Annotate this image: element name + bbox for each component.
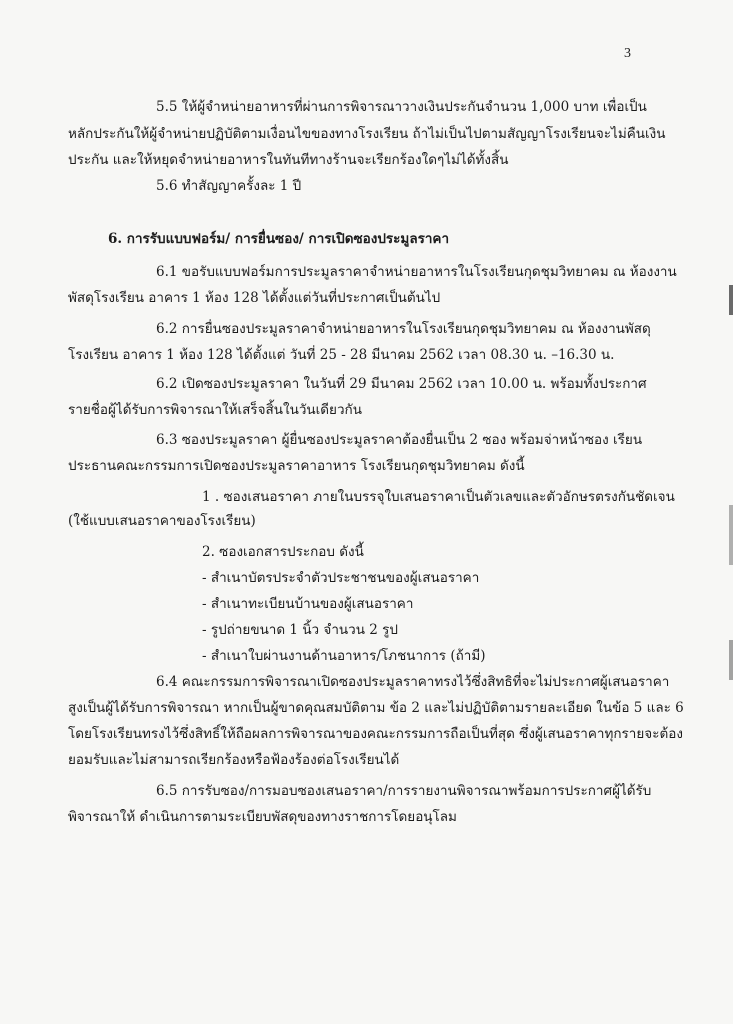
clause-6-5-line-2: พิจารณาให้ ดำเนินการตามระเบียบพัสดุของทางราชการโดยอนุโลม	[68, 809, 457, 825]
clause-6-4-line-2: สูงเป็นผู้ได้รับการพิจารณา หากเป็นผู้ขาดคุณสมบัติตาม ข้อ 2 และไม่ปฏิบัติตามรายละเอียด ในข้อ 5 และ 6	[68, 700, 684, 716]
clause-5-5-line-3: ประกัน และให้หยุดจำหน่ายอาหารในทันทีทางร้านจะเรียกร้องใดๆไม่ได้ทั้งสิ้น	[68, 152, 509, 168]
clause-6-2a-line-1: 6.2 การยื่นซองประมูลราคาจำหน่ายอาหารในโรงเรียนกุดชุมวิทยาคม ณ ห้องงานพัสดุ	[156, 321, 651, 337]
clause-6-3-line-1: 6.3 ซองประมูลราคา ผู้ยื่นซองประมูลราคาต้องยื่นเป็น 2 ซอง พร้อมจ่าหน้าซอง เรียน	[156, 432, 643, 448]
envelope-1-line-2: (ใช้แบบเสนอราคาของโรงเรียน)	[68, 513, 256, 529]
scan-edge-mark	[729, 640, 733, 680]
document-item: - สำเนาใบผ่านงานด้านอาหาร/โภชนาการ (ถ้ามี)	[202, 648, 486, 664]
clause-6-5-line-1: 6.5 การรับซอง/การมอบซองเสนอราคา/การรายงานพิจารณาพร้อมการประกาศผู้ได้รับ	[156, 783, 652, 799]
clause-6-4-line-3: โดยโรงเรียนทรงไว้ซึ่งสิทธิ์ให้ถือผลการพิจารณาของคณะกรรมการถือเป็นที่สุด ซึ่งผู้เสนอราคาทุกรายจะต้อง	[68, 726, 683, 742]
scan-edge-mark	[729, 285, 733, 315]
document-item: - สำเนาทะเบียนบ้านของผู้เสนอราคา	[202, 596, 414, 612]
clause-5-5-line-2: หลักประกันให้ผู้จำหน่ายปฏิบัติตามเงื่อนไขของทางโรงเรียน ถ้าไม่เป็นไปตามสัญญาโรงเรียนจะไม่คืนเงิน	[68, 126, 666, 142]
clause-6-2b-line-1: 6.2 เปิดซองประมูลราคา ในวันที่ 29 มีนาคม 2562 เวลา 10.00 น. พร้อมทั้งประกาศ	[156, 376, 647, 392]
envelope-2: 2. ซองเอกสารประกอบ ดังนี้	[202, 544, 364, 560]
clause-5-6: 5.6 ทำสัญญาครั้งละ 1 ปี	[156, 178, 302, 194]
clause-6-1-line-1: 6.1 ขอรับแบบฟอร์มการประมูลราคาจำหน่ายอาหารในโรงเรียนกุดชุมวิทยาคม ณ ห้องงาน	[156, 264, 677, 280]
scan-edge-mark	[729, 505, 733, 565]
section-6-heading: 6. การรับแบบฟอร์ม/ การยื่นซอง/ การเปิดซองประมูลราคา	[108, 231, 450, 247]
clause-6-1-line-2: พัสดุโรงเรียน อาคาร 1 ห้อง 128 ได้ตั้งแต่วันที่ประกาศเป็นต้นไป	[68, 290, 441, 306]
envelope-1-line-1: 1 . ซองเสนอราคา ภายในบรรจุใบเสนอราคาเป็นตัวเลขและตัวอักษรตรงกันชัดเจน	[202, 489, 675, 505]
page-number: 3	[624, 46, 631, 61]
document-item: - สำเนาบัตรประจำตัวประชาชนของผู้เสนอราคา	[202, 570, 480, 586]
clause-5-5-line-1: 5.5 ให้ผู้จำหน่ายอาหารที่ผ่านการพิจารณาวางเงินประกันจำนวน 1,000 บาท เพื่อเป็น	[156, 99, 647, 115]
clause-6-4-line-1: 6.4 คณะกรรมการพิจารณาเปิดซองประมูลราคาทรงไว้ซึ่งสิทธิที่จะไม่ประกาศผู้เสนอราคา	[156, 674, 670, 690]
clause-6-4-line-4: ยอมรับและไม่สามารถเรียกร้องหรือฟ้องร้องต่อโรงเรียนได้	[68, 752, 400, 768]
document-item: - รูปถ่ายขนาด 1 นิ้ว จำนวน 2 รูป	[202, 622, 398, 638]
clause-6-2a-line-2: โรงเรียน อาคาร 1 ห้อง 128 ได้ตั้งแต่ วันที่ 25 - 28 มีนาคม 2562 เวลา 08.30 น. –16.30 น.	[68, 347, 615, 363]
clause-6-2b-line-2: รายชื่อผู้ได้รับการพิจารณาให้เสร็จสิ้นในวันเดียวกัน	[68, 402, 362, 418]
clause-6-3-line-2: ประธานคณะกรรมการเปิดซองประมูลราคาอาหาร โรงเรียนกุดชุมวิทยาคม ดังนี้	[68, 458, 525, 474]
